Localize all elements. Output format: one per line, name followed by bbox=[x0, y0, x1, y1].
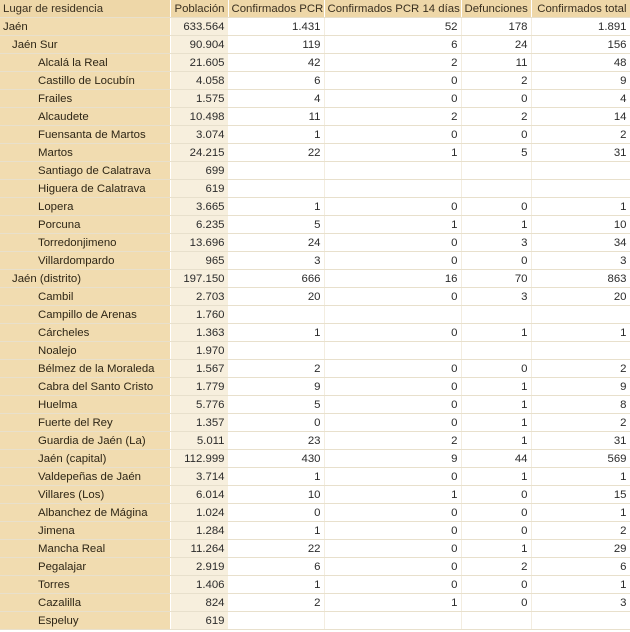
table-row bbox=[0, 594, 630, 612]
cell-defunciones: 0 bbox=[461, 198, 531, 216]
cell-defunciones: 1 bbox=[461, 216, 531, 234]
cell-lugar[interactable]: Guardia de Jaén (La) bbox=[0, 432, 170, 450]
cell-confirmados-pcr: 20 bbox=[228, 288, 324, 306]
cell-poblacion: 90.904 bbox=[170, 36, 228, 54]
cell-confirmados-pcr-14: 0 bbox=[324, 126, 461, 144]
cell-lugar[interactable]: Valdepeñas de Jaén bbox=[0, 468, 170, 486]
cell-poblacion: 965 bbox=[170, 252, 228, 270]
cell-confirmados-pcr bbox=[228, 342, 324, 360]
cell-confirmados-pcr-14: 0 bbox=[324, 324, 461, 342]
cell-confirmados-pcr-14: 1 bbox=[324, 144, 461, 162]
cell-defunciones: 5 bbox=[461, 144, 531, 162]
cell-confirmados-pcr-14: 0 bbox=[324, 234, 461, 252]
cell-confirmados-total: 29 bbox=[531, 540, 630, 558]
table-row bbox=[0, 216, 630, 234]
cell-confirmados-pcr-14: 52 bbox=[324, 18, 461, 36]
cell-confirmados-pcr: 1 bbox=[228, 522, 324, 540]
cell-poblacion: 21.605 bbox=[170, 54, 228, 72]
cell-confirmados-pcr-14: 0 bbox=[324, 252, 461, 270]
table-row bbox=[0, 198, 630, 216]
cell-confirmados-pcr bbox=[228, 162, 324, 180]
cell-confirmados-total: 9 bbox=[531, 378, 630, 396]
cell-lugar[interactable]: Jaén Sur bbox=[0, 36, 170, 54]
cell-confirmados-total bbox=[531, 342, 630, 360]
cell-defunciones: 0 bbox=[461, 522, 531, 540]
cell-poblacion: 11.264 bbox=[170, 540, 228, 558]
cell-confirmados-pcr: 22 bbox=[228, 144, 324, 162]
cell-confirmados-total: 10 bbox=[531, 216, 630, 234]
cell-lugar[interactable]: Jaén (capital) bbox=[0, 450, 170, 468]
cell-confirmados-pcr: 0 bbox=[228, 504, 324, 522]
cell-confirmados-total bbox=[531, 162, 630, 180]
cell-confirmados-pcr: 24 bbox=[228, 234, 324, 252]
cell-confirmados-pcr: 0 bbox=[228, 414, 324, 432]
cell-defunciones: 1 bbox=[461, 432, 531, 450]
cell-lugar[interactable]: Jaén bbox=[0, 18, 170, 36]
cell-poblacion: 13.696 bbox=[170, 234, 228, 252]
cell-confirmados-pcr: 2 bbox=[228, 594, 324, 612]
table-row bbox=[0, 450, 630, 468]
cell-lugar[interactable]: Mancha Real bbox=[0, 540, 170, 558]
table-row bbox=[0, 162, 630, 180]
cell-confirmados-pcr: 23 bbox=[228, 432, 324, 450]
header-confirmados-pcr-14[interactable]: Confirmados PCR 14 días bbox=[324, 0, 461, 18]
cell-confirmados-total: 1 bbox=[531, 576, 630, 594]
cell-poblacion: 1.363 bbox=[170, 324, 228, 342]
cell-confirmados-pcr-14: 2 bbox=[324, 54, 461, 72]
cell-confirmados-total: 2 bbox=[531, 126, 630, 144]
table-row bbox=[0, 36, 630, 54]
cell-lugar[interactable]: Huelma bbox=[0, 396, 170, 414]
cell-confirmados-pcr: 42 bbox=[228, 54, 324, 72]
table-row bbox=[0, 378, 630, 396]
cell-confirmados-total: 34 bbox=[531, 234, 630, 252]
cell-defunciones: 1 bbox=[461, 324, 531, 342]
cell-confirmados-pcr-14: 16 bbox=[324, 270, 461, 288]
table-row bbox=[0, 468, 630, 486]
cell-lugar[interactable]: Cazalilla bbox=[0, 594, 170, 612]
cell-confirmados-pcr-14: 2 bbox=[324, 432, 461, 450]
table-row bbox=[0, 288, 630, 306]
cell-defunciones: 1 bbox=[461, 378, 531, 396]
cell-confirmados-pcr-14: 9 bbox=[324, 450, 461, 468]
cell-confirmados-pcr-14: 0 bbox=[324, 540, 461, 558]
cell-confirmados-total: 48 bbox=[531, 54, 630, 72]
cell-defunciones: 1 bbox=[461, 396, 531, 414]
cell-defunciones bbox=[461, 162, 531, 180]
cell-lugar[interactable]: Martos bbox=[0, 144, 170, 162]
cell-defunciones: 11 bbox=[461, 54, 531, 72]
cell-confirmados-total: 569 bbox=[531, 450, 630, 468]
cell-lugar[interactable]: Cambil bbox=[0, 288, 170, 306]
cell-poblacion: 1.970 bbox=[170, 342, 228, 360]
cell-poblacion: 1.760 bbox=[170, 306, 228, 324]
cell-poblacion: 5.776 bbox=[170, 396, 228, 414]
cell-confirmados-pcr: 119 bbox=[228, 36, 324, 54]
cell-confirmados-pcr-14: 0 bbox=[324, 90, 461, 108]
cell-confirmados-total: 15 bbox=[531, 486, 630, 504]
cell-defunciones: 0 bbox=[461, 90, 531, 108]
table-row bbox=[0, 126, 630, 144]
cell-confirmados-pcr-14: 0 bbox=[324, 288, 461, 306]
table-row bbox=[0, 270, 630, 288]
cell-defunciones: 0 bbox=[461, 126, 531, 144]
cell-confirmados-pcr-14: 0 bbox=[324, 378, 461, 396]
table-row bbox=[0, 414, 630, 432]
table-row bbox=[0, 18, 630, 36]
cell-confirmados-total: 31 bbox=[531, 432, 630, 450]
cell-confirmados-pcr-14 bbox=[324, 162, 461, 180]
table-row bbox=[0, 486, 630, 504]
cell-defunciones: 1 bbox=[461, 468, 531, 486]
cell-poblacion: 5.011 bbox=[170, 432, 228, 450]
table-row bbox=[0, 108, 630, 126]
table-row bbox=[0, 72, 630, 90]
cell-confirmados-pcr: 1 bbox=[228, 126, 324, 144]
cell-lugar[interactable]: Alcalá la Real bbox=[0, 54, 170, 72]
cell-defunciones: 1 bbox=[461, 414, 531, 432]
cell-defunciones: 0 bbox=[461, 486, 531, 504]
table-body bbox=[0, 18, 630, 630]
cell-defunciones: 0 bbox=[461, 594, 531, 612]
cell-confirmados-pcr bbox=[228, 180, 324, 198]
cell-lugar[interactable]: Campillo de Arenas bbox=[0, 306, 170, 324]
cell-confirmados-total: 1 bbox=[531, 504, 630, 522]
cell-lugar[interactable]: Castillo de Locubín bbox=[0, 72, 170, 90]
cell-confirmados-pcr: 4 bbox=[228, 90, 324, 108]
table-row bbox=[0, 90, 630, 108]
table-row bbox=[0, 54, 630, 72]
cell-confirmados-total: 863 bbox=[531, 270, 630, 288]
cell-defunciones: 0 bbox=[461, 504, 531, 522]
cell-confirmados-pcr: 1 bbox=[228, 468, 324, 486]
cell-confirmados-total: 1 bbox=[531, 324, 630, 342]
cell-confirmados-total bbox=[531, 612, 630, 630]
cell-confirmados-pcr: 1 bbox=[228, 576, 324, 594]
cell-confirmados-pcr: 5 bbox=[228, 216, 324, 234]
cell-defunciones bbox=[461, 342, 531, 360]
cell-lugar[interactable]: Porcuna bbox=[0, 216, 170, 234]
cell-lugar[interactable]: Fuensanta de Martos bbox=[0, 126, 170, 144]
cell-confirmados-pcr: 6 bbox=[228, 558, 324, 576]
cell-confirmados-pcr-14: 1 bbox=[324, 486, 461, 504]
cell-confirmados-total: 9 bbox=[531, 72, 630, 90]
header-confirmados-total[interactable]: Confirmados total bbox=[531, 0, 630, 18]
cell-poblacion: 2.919 bbox=[170, 558, 228, 576]
cell-poblacion: 619 bbox=[170, 180, 228, 198]
header-poblacion[interactable]: Población bbox=[170, 0, 228, 18]
cell-poblacion: 699 bbox=[170, 162, 228, 180]
cell-lugar[interactable]: Pegalajar bbox=[0, 558, 170, 576]
cell-confirmados-pcr-14 bbox=[324, 612, 461, 630]
cell-defunciones: 3 bbox=[461, 288, 531, 306]
cell-lugar[interactable]: Espeluy bbox=[0, 612, 170, 630]
cell-lugar[interactable]: Torredonjimeno bbox=[0, 234, 170, 252]
table-row bbox=[0, 144, 630, 162]
cell-poblacion: 3.714 bbox=[170, 468, 228, 486]
table-row bbox=[0, 504, 630, 522]
cell-confirmados-pcr: 5 bbox=[228, 396, 324, 414]
table-row bbox=[0, 558, 630, 576]
cell-confirmados-pcr-14: 0 bbox=[324, 576, 461, 594]
cell-confirmados-pcr-14: 0 bbox=[324, 468, 461, 486]
cell-poblacion: 1.284 bbox=[170, 522, 228, 540]
cell-lugar[interactable]: Bélmez de la Moraleda bbox=[0, 360, 170, 378]
cell-defunciones bbox=[461, 306, 531, 324]
header-confirmados-pcr[interactable]: Confirmados PCR bbox=[228, 0, 324, 18]
cell-confirmados-pcr-14 bbox=[324, 180, 461, 198]
cell-lugar[interactable]: Fuerte del Rey bbox=[0, 414, 170, 432]
table-row bbox=[0, 396, 630, 414]
cell-poblacion: 1.575 bbox=[170, 90, 228, 108]
cell-defunciones: 24 bbox=[461, 36, 531, 54]
cell-confirmados-pcr-14: 0 bbox=[324, 72, 461, 90]
cell-confirmados-total bbox=[531, 306, 630, 324]
cell-poblacion: 2.703 bbox=[170, 288, 228, 306]
table-row bbox=[0, 612, 630, 630]
cell-confirmados-pcr-14: 1 bbox=[324, 216, 461, 234]
cell-confirmados-pcr-14: 0 bbox=[324, 504, 461, 522]
cell-confirmados-pcr-14: 0 bbox=[324, 414, 461, 432]
cell-confirmados-pcr: 1 bbox=[228, 324, 324, 342]
table-row bbox=[0, 252, 630, 270]
cell-confirmados-pcr: 430 bbox=[228, 450, 324, 468]
header-lugar[interactable]: Lugar de residencia bbox=[0, 0, 170, 18]
cell-confirmados-pcr-14: 0 bbox=[324, 396, 461, 414]
cell-confirmados-total: 2 bbox=[531, 360, 630, 378]
cell-confirmados-pcr-14 bbox=[324, 342, 461, 360]
cell-poblacion: 3.665 bbox=[170, 198, 228, 216]
table-row bbox=[0, 324, 630, 342]
cell-defunciones: 178 bbox=[461, 18, 531, 36]
cell-poblacion: 1.779 bbox=[170, 378, 228, 396]
cell-poblacion: 1.567 bbox=[170, 360, 228, 378]
cell-confirmados-pcr: 6 bbox=[228, 72, 324, 90]
table-row bbox=[0, 180, 630, 198]
cell-lugar[interactable]: Jaén (distrito) bbox=[0, 270, 170, 288]
cell-poblacion: 197.150 bbox=[170, 270, 228, 288]
cell-defunciones: 70 bbox=[461, 270, 531, 288]
cell-confirmados-total: 4 bbox=[531, 90, 630, 108]
cell-defunciones: 0 bbox=[461, 360, 531, 378]
cell-confirmados-total: 3 bbox=[531, 252, 630, 270]
cell-poblacion: 1.406 bbox=[170, 576, 228, 594]
cell-poblacion: 6.014 bbox=[170, 486, 228, 504]
cell-defunciones: 2 bbox=[461, 72, 531, 90]
table-row bbox=[0, 522, 630, 540]
cell-poblacion: 824 bbox=[170, 594, 228, 612]
cell-confirmados-pcr: 2 bbox=[228, 360, 324, 378]
cell-lugar[interactable]: Alcaudete bbox=[0, 108, 170, 126]
cell-lugar[interactable]: Santiago de Calatrava bbox=[0, 162, 170, 180]
table-row bbox=[0, 540, 630, 558]
cell-confirmados-pcr bbox=[228, 306, 324, 324]
cell-confirmados-total: 2 bbox=[531, 522, 630, 540]
cell-confirmados-total: 3 bbox=[531, 594, 630, 612]
cell-confirmados-total: 31 bbox=[531, 144, 630, 162]
cell-confirmados-pcr-14: 6 bbox=[324, 36, 461, 54]
header-defunciones[interactable]: Defunciones bbox=[461, 0, 531, 18]
cell-poblacion: 112.999 bbox=[170, 450, 228, 468]
cell-defunciones: 2 bbox=[461, 108, 531, 126]
cell-defunciones bbox=[461, 612, 531, 630]
cell-defunciones: 1 bbox=[461, 540, 531, 558]
cell-confirmados-total: 156 bbox=[531, 36, 630, 54]
cell-confirmados-pcr: 11 bbox=[228, 108, 324, 126]
table-row bbox=[0, 234, 630, 252]
cell-confirmados-pcr: 9 bbox=[228, 378, 324, 396]
cell-confirmados-pcr: 1 bbox=[228, 198, 324, 216]
cell-confirmados-total: 2 bbox=[531, 414, 630, 432]
cell-confirmados-pcr: 10 bbox=[228, 486, 324, 504]
cell-poblacion: 1.024 bbox=[170, 504, 228, 522]
cell-lugar[interactable]: Cabra del Santo Cristo bbox=[0, 378, 170, 396]
cell-poblacion: 6.235 bbox=[170, 216, 228, 234]
table-row bbox=[0, 432, 630, 450]
cell-lugar[interactable]: Villares (Los) bbox=[0, 486, 170, 504]
cell-confirmados-total: 6 bbox=[531, 558, 630, 576]
table-row bbox=[0, 306, 630, 324]
cell-confirmados-pcr: 22 bbox=[228, 540, 324, 558]
cell-poblacion: 4.058 bbox=[170, 72, 228, 90]
cell-confirmados-total: 1 bbox=[531, 468, 630, 486]
cell-lugar[interactable]: Cárcheles bbox=[0, 324, 170, 342]
cell-defunciones: 0 bbox=[461, 576, 531, 594]
cell-lugar[interactable]: Villardompardo bbox=[0, 252, 170, 270]
cell-confirmados-pcr-14: 2 bbox=[324, 108, 461, 126]
header-row bbox=[0, 0, 630, 18]
cell-poblacion: 1.357 bbox=[170, 414, 228, 432]
cell-confirmados-pcr: 1.431 bbox=[228, 18, 324, 36]
cell-poblacion: 3.074 bbox=[170, 126, 228, 144]
cell-confirmados-pcr: 3 bbox=[228, 252, 324, 270]
cell-defunciones bbox=[461, 180, 531, 198]
cell-lugar[interactable]: Frailes bbox=[0, 90, 170, 108]
cell-defunciones: 0 bbox=[461, 252, 531, 270]
cell-poblacion: 633.564 bbox=[170, 18, 228, 36]
cell-lugar[interactable]: Lopera bbox=[0, 198, 170, 216]
cell-confirmados-total bbox=[531, 180, 630, 198]
cell-lugar[interactable]: Torres bbox=[0, 576, 170, 594]
cell-lugar[interactable]: Noalejo bbox=[0, 342, 170, 360]
cell-confirmados-pcr-14: 1 bbox=[324, 594, 461, 612]
cell-defunciones: 2 bbox=[461, 558, 531, 576]
cell-confirmados-total: 1.891 bbox=[531, 18, 630, 36]
cell-confirmados-total: 20 bbox=[531, 288, 630, 306]
cell-defunciones: 44 bbox=[461, 450, 531, 468]
cell-confirmados-pcr-14: 0 bbox=[324, 522, 461, 540]
cell-confirmados-total: 14 bbox=[531, 108, 630, 126]
cell-confirmados-pcr-14 bbox=[324, 306, 461, 324]
cell-poblacion: 10.498 bbox=[170, 108, 228, 126]
cell-defunciones: 3 bbox=[461, 234, 531, 252]
table-row bbox=[0, 342, 630, 360]
table-row bbox=[0, 360, 630, 378]
cell-confirmados-total: 8 bbox=[531, 396, 630, 414]
cell-lugar[interactable]: Jimena bbox=[0, 522, 170, 540]
cell-lugar[interactable]: Albanchez de Mágina bbox=[0, 504, 170, 522]
cell-confirmados-pcr: 666 bbox=[228, 270, 324, 288]
cell-confirmados-pcr-14: 0 bbox=[324, 360, 461, 378]
cell-poblacion: 24.215 bbox=[170, 144, 228, 162]
cell-poblacion: 619 bbox=[170, 612, 228, 630]
cell-confirmados-pcr-14: 0 bbox=[324, 198, 461, 216]
cell-confirmados-total: 1 bbox=[531, 198, 630, 216]
cell-confirmados-pcr bbox=[228, 612, 324, 630]
cell-confirmados-pcr-14: 0 bbox=[324, 558, 461, 576]
table-row bbox=[0, 576, 630, 594]
cell-lugar[interactable]: Higuera de Calatrava bbox=[0, 180, 170, 198]
